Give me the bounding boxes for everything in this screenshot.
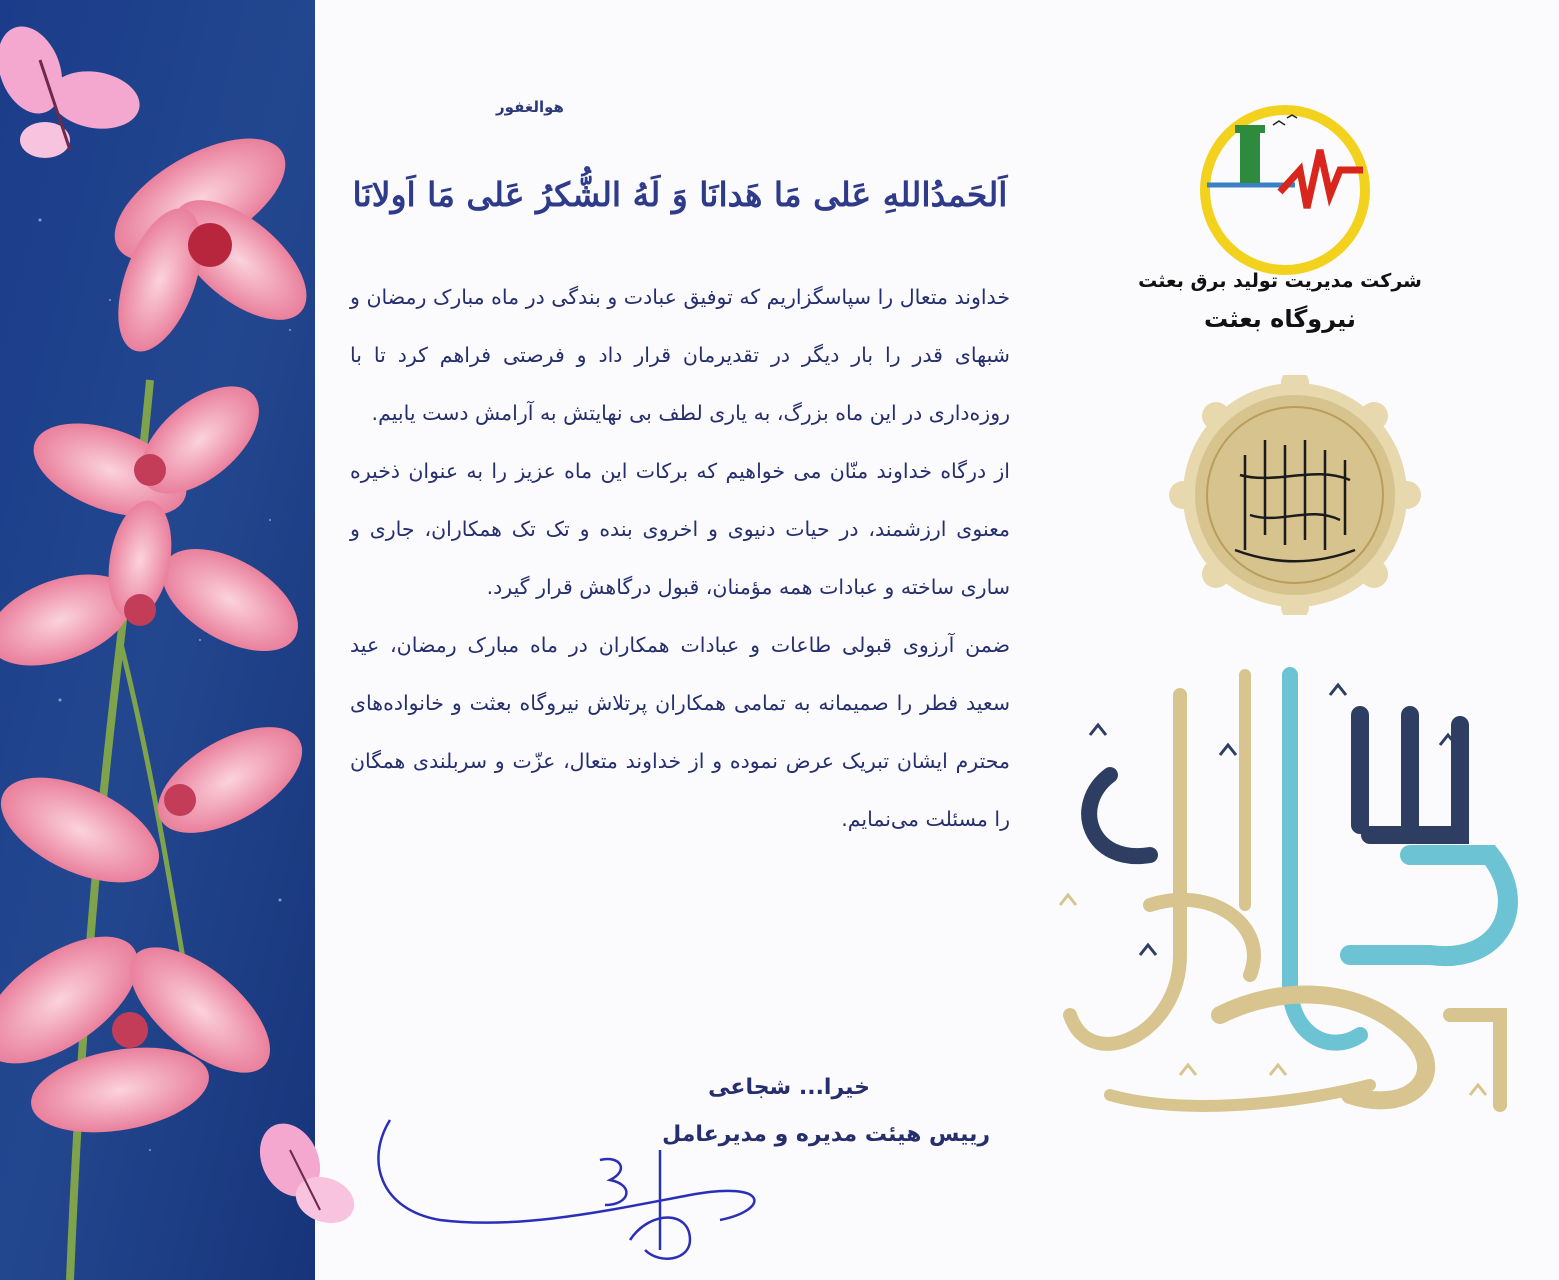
floral-side-panel [0, 0, 370, 1280]
letter-body [350, 90, 1010, 1240]
signer-name: خیرا... شجاعی [708, 1075, 870, 1100]
paragraph: ضمن آرزوی قبولی طاعات و عبادات همکاران در ماه مبارک رمضان، عید سعید فطر را صمیمانه به تمامی همکاران پرتلاش نیروگاه بعثت و خانواده‌های محترم ایشان تبریک عرض نموده و از خداوند متعال، عزّت و سربلندی همگان را مسئلت می‌نمایم. [350, 633, 1010, 831]
handwritten-signature [360, 1100, 780, 1280]
letter-text [350, 268, 1010, 848]
motto: هوالغفور [496, 98, 564, 116]
paragraph: از درگاه خداوند منّان می خواهیم که برکات این ماه عزیز را به عنوان ذخیره معنوی ارزشمند، در حیات دنیوی و اخروی بنده و تک تک همکاران، جاری و ساری ساخته و عبادات همه مؤمنان، قبول درگاهش قرار گیرد. [350, 459, 1010, 599]
company-name: شرکت مدیریت تولید برق بعثت [1138, 270, 1422, 292]
power-plant-logo [1195, 100, 1375, 280]
calligraphy-medallion [1165, 375, 1425, 615]
eid-calligraphy [1030, 655, 1530, 1155]
opening-verse: اَلحَمدُاللهِ عَلی مَا هَدانَا وَ لَهُ الشُّکرُ عَلی مَا اَولانَا [352, 175, 1008, 214]
signer-title: رییس هیئت مدیره و مدیرعامل [662, 1122, 990, 1147]
paragraph: خداوند متعال را سپاسگزاریم که توفیق عبادت و بندگی در ماه مبارک رمضان و شبهای قدر را بار دیگر در تقدیرمان قرار داد و فرصتی فراهم کرد تا با روزه‌داری در این ماه بزرگ، به یاری لطف بی نهایتش به آرامش دست یابیم. [350, 285, 1010, 425]
plant-name: نیروگاه بعثت [1204, 305, 1356, 333]
